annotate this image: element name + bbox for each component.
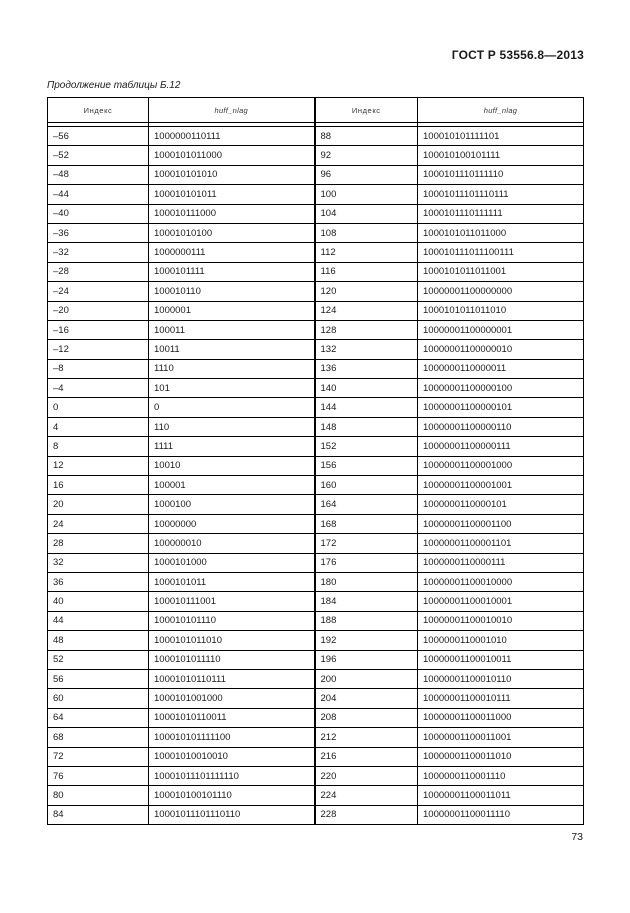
table-row bbox=[48, 766, 584, 785]
code-cell: 10000001100010010 bbox=[418, 611, 584, 630]
index-cell: 204 bbox=[315, 689, 418, 708]
table-row bbox=[48, 320, 584, 339]
table-row bbox=[48, 476, 584, 495]
index-cell: –36 bbox=[48, 223, 149, 242]
index-cell: 32 bbox=[48, 553, 149, 572]
code-cell: 101 bbox=[149, 379, 315, 398]
code-cell: 1000100 bbox=[149, 495, 315, 514]
table-body bbox=[48, 127, 584, 825]
code-cell: 1000101110111110 bbox=[418, 165, 584, 184]
index-cell: –12 bbox=[48, 340, 149, 359]
table-row bbox=[48, 146, 584, 165]
index-cell: 160 bbox=[315, 476, 418, 495]
standard-designation: ГОСТ Р 53556.8—2013 bbox=[451, 48, 584, 62]
table-row bbox=[48, 262, 584, 281]
table-row bbox=[48, 379, 584, 398]
code-cell: 10000001100010011 bbox=[418, 650, 584, 669]
index-cell: 108 bbox=[315, 223, 418, 242]
index-cell: 72 bbox=[48, 747, 149, 766]
code-cell: 1000101011010 bbox=[149, 631, 315, 650]
code-cell: 10011 bbox=[149, 340, 315, 359]
code-cell: 1000101011 bbox=[149, 572, 315, 591]
table-row bbox=[48, 340, 584, 359]
code-cell: 100010111011100111 bbox=[418, 243, 584, 262]
index-cell: 88 bbox=[315, 127, 418, 146]
code-cell: 10001010010010 bbox=[149, 747, 315, 766]
index-cell: 180 bbox=[315, 572, 418, 591]
table-row bbox=[48, 747, 584, 766]
code-cell: 10000001100001101 bbox=[418, 534, 584, 553]
index-cell: 20 bbox=[48, 495, 149, 514]
index-cell: 156 bbox=[315, 456, 418, 475]
index-cell: 216 bbox=[315, 747, 418, 766]
index-cell: –32 bbox=[48, 243, 149, 262]
code-cell: 100010111000 bbox=[149, 204, 315, 223]
table-row bbox=[48, 592, 584, 611]
code-cell: 100010101111101 bbox=[418, 127, 584, 146]
code-cell: 1000101011011000 bbox=[418, 223, 584, 242]
code-cell: 0 bbox=[149, 398, 315, 417]
index-cell: 120 bbox=[315, 282, 418, 301]
column-header-huff-nlag: huff_nlag bbox=[418, 98, 584, 123]
table-row bbox=[48, 669, 584, 688]
index-cell: 64 bbox=[48, 708, 149, 727]
index-cell: 172 bbox=[315, 534, 418, 553]
code-cell: 100010110 bbox=[149, 282, 315, 301]
code-cell: 1111 bbox=[149, 437, 315, 456]
code-cell: 100001 bbox=[149, 476, 315, 495]
code-cell: 100010100101111 bbox=[418, 146, 584, 165]
code-cell: 1000101011011001 bbox=[418, 262, 584, 281]
index-cell: 116 bbox=[315, 262, 418, 281]
table-row bbox=[48, 417, 584, 436]
code-cell: 100000010 bbox=[149, 534, 315, 553]
code-cell: 10001010110111 bbox=[149, 669, 315, 688]
code-cell: 10001010110011 bbox=[149, 708, 315, 727]
code-cell: 10000001100001000 bbox=[418, 456, 584, 475]
table-row bbox=[48, 495, 584, 514]
index-cell: 16 bbox=[48, 476, 149, 495]
index-cell: –40 bbox=[48, 204, 149, 223]
index-cell: 104 bbox=[315, 204, 418, 223]
table-row bbox=[48, 165, 584, 184]
table-row bbox=[48, 708, 584, 727]
table-row bbox=[48, 786, 584, 805]
table-row bbox=[48, 572, 584, 591]
code-cell: 100010101111100 bbox=[149, 728, 315, 747]
code-cell: 1000101111 bbox=[149, 262, 315, 281]
code-cell: 10000001100010000 bbox=[418, 572, 584, 591]
code-cell: 1000001 bbox=[149, 301, 315, 320]
table-row bbox=[48, 223, 584, 242]
table-row bbox=[48, 553, 584, 572]
code-cell: 1000101001000 bbox=[149, 689, 315, 708]
index-cell: 44 bbox=[48, 611, 149, 630]
code-cell: 1000101011011010 bbox=[418, 301, 584, 320]
table-row bbox=[48, 185, 584, 204]
index-cell: 52 bbox=[48, 650, 149, 669]
code-cell: 10001011101111110 bbox=[149, 766, 315, 785]
table-row bbox=[48, 728, 584, 747]
code-cell: 10000001100010111 bbox=[418, 689, 584, 708]
code-cell: 10000001100011011 bbox=[418, 786, 584, 805]
index-cell: 100 bbox=[315, 185, 418, 204]
index-cell: 224 bbox=[315, 786, 418, 805]
index-cell: 220 bbox=[315, 766, 418, 785]
index-cell: 152 bbox=[315, 437, 418, 456]
code-cell: 10000001100001001 bbox=[418, 476, 584, 495]
code-cell: 10001011101110111 bbox=[418, 185, 584, 204]
index-cell: 200 bbox=[315, 669, 418, 688]
table-row bbox=[48, 204, 584, 223]
index-cell: 148 bbox=[315, 417, 418, 436]
index-cell: –20 bbox=[48, 301, 149, 320]
code-cell: 1000101011110 bbox=[149, 650, 315, 669]
table-row bbox=[48, 514, 584, 533]
table-row bbox=[48, 534, 584, 553]
table-row bbox=[48, 301, 584, 320]
table-row bbox=[48, 359, 584, 378]
table-row bbox=[48, 805, 584, 824]
table-row bbox=[48, 127, 584, 146]
index-cell: 48 bbox=[48, 631, 149, 650]
code-cell: 10000001100001100 bbox=[418, 514, 584, 533]
index-cell: –56 bbox=[48, 127, 149, 146]
index-cell: 132 bbox=[315, 340, 418, 359]
code-cell: 10000000 bbox=[149, 514, 315, 533]
code-cell: 10000001100011000 bbox=[418, 708, 584, 727]
index-cell: –16 bbox=[48, 320, 149, 339]
code-cell: 100011 bbox=[149, 320, 315, 339]
table-row bbox=[48, 611, 584, 630]
index-cell: 96 bbox=[315, 165, 418, 184]
index-cell: –24 bbox=[48, 282, 149, 301]
index-cell: 140 bbox=[315, 379, 418, 398]
table-row bbox=[48, 437, 584, 456]
code-cell: 10010 bbox=[149, 456, 315, 475]
table-row bbox=[48, 398, 584, 417]
code-cell: 10001011101110110 bbox=[149, 805, 315, 824]
code-cell: 10000001100011110 bbox=[418, 805, 584, 824]
table-row bbox=[48, 282, 584, 301]
table-row bbox=[48, 243, 584, 262]
code-cell: 1000000111 bbox=[149, 243, 315, 262]
table-row bbox=[48, 650, 584, 669]
index-cell: 36 bbox=[48, 572, 149, 591]
index-cell: 164 bbox=[315, 495, 418, 514]
code-cell: 10000001100000111 bbox=[418, 437, 584, 456]
index-cell: 0 bbox=[48, 398, 149, 417]
index-cell: –8 bbox=[48, 359, 149, 378]
code-cell: 10000001100000001 bbox=[418, 320, 584, 339]
index-cell: 184 bbox=[315, 592, 418, 611]
index-cell: 228 bbox=[315, 805, 418, 824]
index-cell: 76 bbox=[48, 766, 149, 785]
code-cell: 1000000110111 bbox=[149, 127, 315, 146]
index-cell: 112 bbox=[315, 243, 418, 262]
index-cell: –4 bbox=[48, 379, 149, 398]
code-cell: 10000001100011010 bbox=[418, 747, 584, 766]
column-header-index: Индекс bbox=[48, 98, 149, 123]
table-row bbox=[48, 456, 584, 475]
index-cell: 176 bbox=[315, 553, 418, 572]
code-cell: 10000001100000010 bbox=[418, 340, 584, 359]
code-cell: 10000001100011001 bbox=[418, 728, 584, 747]
index-cell: 8 bbox=[48, 437, 149, 456]
index-cell: 80 bbox=[48, 786, 149, 805]
index-cell: 168 bbox=[315, 514, 418, 533]
index-cell: 124 bbox=[315, 301, 418, 320]
index-cell: 196 bbox=[315, 650, 418, 669]
code-cell: 100010101010 bbox=[149, 165, 315, 184]
page-number: 73 bbox=[571, 831, 583, 843]
code-cell: 110 bbox=[149, 417, 315, 436]
index-cell: –28 bbox=[48, 262, 149, 281]
index-cell: 56 bbox=[48, 669, 149, 688]
code-cell: 10000001100010110 bbox=[418, 669, 584, 688]
index-cell: 28 bbox=[48, 534, 149, 553]
code-cell: 100010100101110 bbox=[149, 786, 315, 805]
table-row bbox=[48, 631, 584, 650]
index-cell: 4 bbox=[48, 417, 149, 436]
index-cell: 12 bbox=[48, 456, 149, 475]
index-cell: 128 bbox=[315, 320, 418, 339]
index-cell: 136 bbox=[315, 359, 418, 378]
code-cell: 1000000110001010 bbox=[418, 631, 584, 650]
table-row bbox=[48, 689, 584, 708]
code-cell: 100010111001 bbox=[149, 592, 315, 611]
code-cell: 1000000110000111 bbox=[418, 553, 584, 572]
huffman-code-table bbox=[47, 97, 584, 825]
index-cell: 188 bbox=[315, 611, 418, 630]
index-cell: 40 bbox=[48, 592, 149, 611]
code-cell: 1000101011000 bbox=[149, 146, 315, 165]
code-cell: 1110 bbox=[149, 359, 315, 378]
table-caption: Продолжение таблицы Б.12 bbox=[47, 80, 181, 91]
index-cell: 208 bbox=[315, 708, 418, 727]
index-cell: 212 bbox=[315, 728, 418, 747]
index-cell: 144 bbox=[315, 398, 418, 417]
index-cell: –44 bbox=[48, 185, 149, 204]
code-cell: 10000001100000000 bbox=[418, 282, 584, 301]
index-cell: 92 bbox=[315, 146, 418, 165]
code-cell: 1000000110000101 bbox=[418, 495, 584, 514]
code-cell: 10001010100 bbox=[149, 223, 315, 242]
code-cell: 1000101000 bbox=[149, 553, 315, 572]
column-header-index: Индекс bbox=[315, 98, 418, 123]
code-cell: 1000000110001110 bbox=[418, 766, 584, 785]
code-cell: 100010101110 bbox=[149, 611, 315, 630]
column-header-huff-nlag: huff_nlag bbox=[149, 98, 315, 123]
code-cell: 10000001100000101 bbox=[418, 398, 584, 417]
index-cell: 84 bbox=[48, 805, 149, 824]
code-cell: 1000101110111111 bbox=[418, 204, 584, 223]
code-cell: 1000000110000011 bbox=[418, 359, 584, 378]
index-cell: 24 bbox=[48, 514, 149, 533]
index-cell: –48 bbox=[48, 165, 149, 184]
index-cell: –52 bbox=[48, 146, 149, 165]
table-header-row bbox=[48, 98, 584, 123]
index-cell: 68 bbox=[48, 728, 149, 747]
code-cell: 100010101011 bbox=[149, 185, 315, 204]
index-cell: 192 bbox=[315, 631, 418, 650]
index-cell: 60 bbox=[48, 689, 149, 708]
code-cell: 10000001100010001 bbox=[418, 592, 584, 611]
code-cell: 10000001100000110 bbox=[418, 417, 584, 436]
code-cell: 10000001100000100 bbox=[418, 379, 584, 398]
